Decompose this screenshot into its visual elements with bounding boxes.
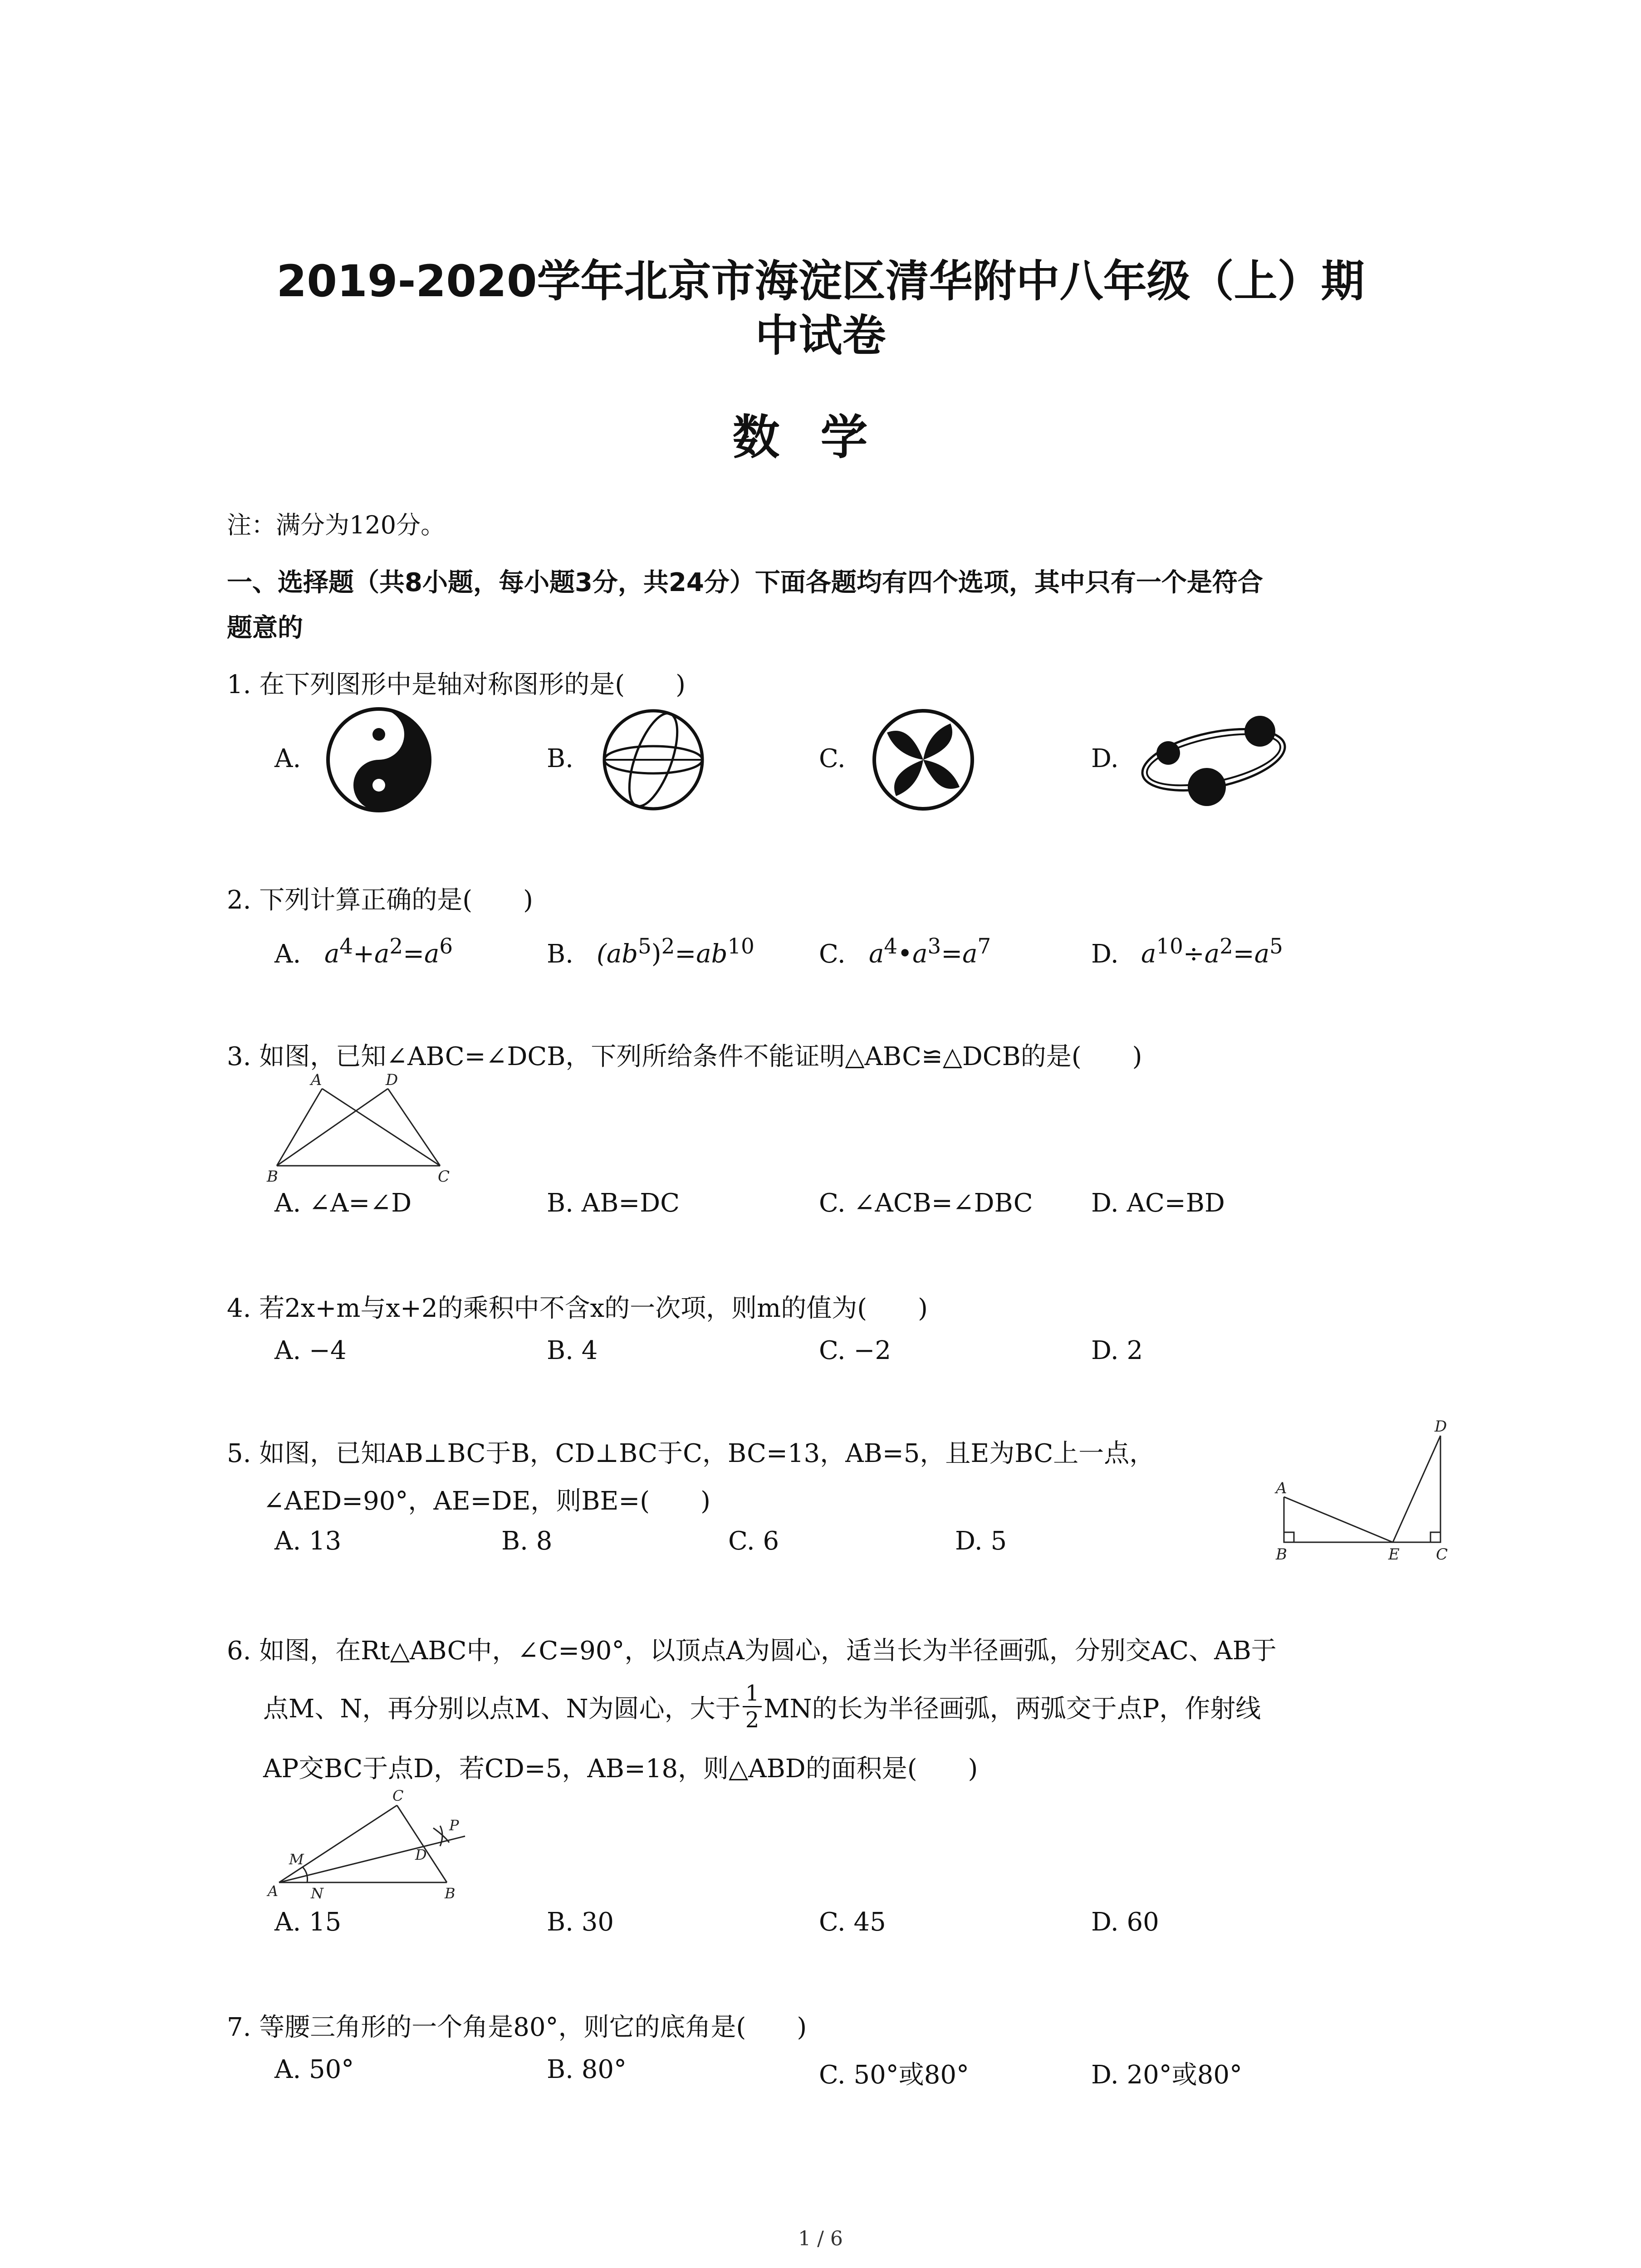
q1-option-d-label: D. (1091, 744, 1119, 773)
q2b-paren: ) (651, 939, 661, 969)
globe-figure (599, 705, 708, 814)
q2a-exp1: 4 (339, 934, 353, 959)
q1-option-c-label: C. (819, 744, 846, 773)
q6-fraction-denominator: 2 (745, 1707, 759, 1733)
q2-option-d-label: D. (1091, 939, 1119, 969)
fig3-label-c: C (438, 1168, 450, 1186)
q2d-exp3: 5 (1269, 934, 1283, 959)
q1-option-b-label: B. (547, 744, 573, 773)
q2d-exp1: 10 (1156, 934, 1183, 959)
q5-right-angle-figure (1266, 1415, 1456, 1564)
q5-option-c: C. 6 (728, 1526, 779, 1556)
q4-option-d: D. 2 (1091, 1336, 1143, 1365)
fig5-label-e: E (1388, 1545, 1400, 1564)
q5-option-a: A. 13 (274, 1526, 342, 1556)
q2b-exp2: 2 (661, 934, 675, 959)
question-3-stem: 3. 如图，已知∠ABC=∠DCB，下列所给条件不能证明△ABC≌△DCB的是( ) (227, 1042, 1142, 1071)
q4-option-a: A. −4 (274, 1336, 347, 1365)
q2a-base2: +a (353, 939, 390, 969)
q2c-exp1: 4 (884, 934, 898, 959)
fig5-label-c: C (1436, 1545, 1448, 1564)
score-note: 注：满分为120分。 (227, 511, 446, 539)
q2-option-c (819, 934, 991, 969)
q4-option-c: C. −2 (819, 1336, 892, 1365)
q2-option-d (1091, 934, 1283, 969)
q6-option-c: C. 45 (819, 1907, 886, 1937)
section-heading-line2: 题意的 (227, 613, 303, 643)
question-1-stem: 1. 在下列图形中是轴对称图形的是( ) (227, 670, 686, 699)
fig6-label-m: M (289, 1851, 304, 1868)
q2-option-a-label: A. (274, 939, 301, 969)
doc-title-line2: 中试卷 (755, 310, 886, 361)
q5-option-d: D. 5 (955, 1526, 1007, 1556)
q7-option-a: A. 50° (274, 2055, 354, 2084)
q6-option-a: A. 15 (274, 1907, 342, 1937)
q2c-base3: =a (941, 939, 978, 969)
q2a-base1: a (324, 939, 340, 969)
fig6-label-c: C (392, 1787, 404, 1804)
fig6-label-d: D (415, 1846, 427, 1863)
subject-title: 数学 (732, 410, 909, 465)
pinwheel-figure (869, 705, 978, 814)
q6-fraction-numerator: 1 (743, 1681, 762, 1707)
fig5-label-a: A (1276, 1479, 1287, 1497)
q1-option-a-label: A. (274, 744, 301, 773)
q6-construction-figure (265, 1783, 474, 1901)
question-2-stem: 2. 下列计算正确的是( ) (227, 885, 533, 915)
q7-option-b: B. 80° (547, 2055, 627, 2084)
q2b-exp3: 10 (727, 934, 754, 959)
fig6-label-n: N (311, 1885, 323, 1902)
q6-option-b: B. 30 (547, 1907, 614, 1937)
q2-option-c-label: C. (819, 939, 846, 969)
q2c-base1: a (869, 939, 884, 969)
q3-option-d: D. AC=BD (1091, 1188, 1225, 1218)
q3-option-a: A. ∠A=∠D (274, 1188, 412, 1218)
q6-line2-part2: MN的长为半径画弧，两弧交于点P，作射线 (764, 1694, 1261, 1724)
q2d-base2: ÷a (1183, 939, 1220, 969)
q2b-base1: (ab (597, 939, 638, 969)
q2d-base1: a (1141, 939, 1156, 969)
q5-option-b: B. 8 (501, 1526, 553, 1556)
q6-fraction (743, 1681, 762, 1733)
question-6-stem-line1: 6. 如图，在Rt△ABC中，∠C=90°，以顶点A为圆心，适当长为半径画弧，分别交AC、AB于 (227, 1636, 1277, 1666)
q2a-exp3: 6 (439, 934, 453, 959)
q6-line2-part1: 点M、N，再分别以点M、N为圆心，大于 (263, 1694, 741, 1724)
q2c-exp2: 3 (927, 934, 941, 959)
fig6-label-p: P (449, 1817, 459, 1834)
doc-title-line1: 2019-2020学年北京市海淀区清华附中八年级（上）期 (276, 256, 1365, 307)
q2c-base2: •a (897, 939, 928, 969)
q4-option-b: B. 4 (547, 1336, 598, 1365)
q7-option-c: C. 50°或80° (819, 2060, 969, 2090)
orbits-figure (1136, 708, 1291, 816)
fig5-label-d: D (1435, 1418, 1447, 1436)
q2a-base3: =a (403, 939, 440, 969)
question-7-stem: 7. 等腰三角形的一个角是80°，则它的底角是( ) (227, 2013, 807, 2042)
question-6-stem-line2 (263, 1681, 1261, 1733)
fig3-label-d: D (386, 1071, 398, 1089)
q2b-exp1: 5 (638, 934, 652, 959)
question-5-stem-line1: 5. 如图，已知AB⊥BC于B，CD⊥BC于C，BC=13，AB=5，且E为BC上一点， (227, 1439, 1155, 1468)
q2-option-a (274, 934, 453, 969)
q2b-base3: =ab (675, 939, 728, 969)
q7-option-d: D. 20°或80° (1091, 2060, 1243, 2090)
q2a-exp2: 2 (389, 934, 403, 959)
q3-triangle-figure (263, 1071, 454, 1186)
question-5-stem-line2: ∠AED=90°，AE=DE，则BE=( ) (263, 1486, 710, 1516)
fig6-label-a: A (268, 1882, 279, 1900)
q3-option-b: B. AB=DC (547, 1188, 680, 1218)
q6-option-d: D. 60 (1091, 1907, 1159, 1937)
q2-option-b-label: B. (547, 939, 573, 969)
fig3-label-a: A (311, 1071, 322, 1089)
section-heading-line1: 一、选择题（共8小题，每小题3分，共24分）下面各题均有四个选项，其中只有一个是符合 (227, 568, 1263, 597)
q2d-base3: =a (1233, 939, 1270, 969)
q2-option-b (547, 934, 754, 969)
fig6-label-b: B (445, 1885, 456, 1902)
question-4-stem: 4. 若2x+m与x+2的乘积中不含x的一次项，则m的值为( ) (227, 1294, 928, 1323)
q2c-exp3: 7 (977, 934, 991, 959)
section-heading (227, 560, 1633, 651)
q2d-exp2: 2 (1220, 934, 1233, 959)
page-number: 1 / 6 (798, 2227, 843, 2250)
question-6-stem-line3: AP交BC于点D，若CD=5，AB=18，则△ABD的面积是( ) (263, 1754, 978, 1784)
fig3-label-b: B (267, 1168, 278, 1186)
q3-option-c: C. ∠ACB=∠DBC (819, 1188, 1033, 1218)
yin-yang-figure (324, 705, 433, 814)
fig5-label-b: B (1276, 1545, 1287, 1564)
